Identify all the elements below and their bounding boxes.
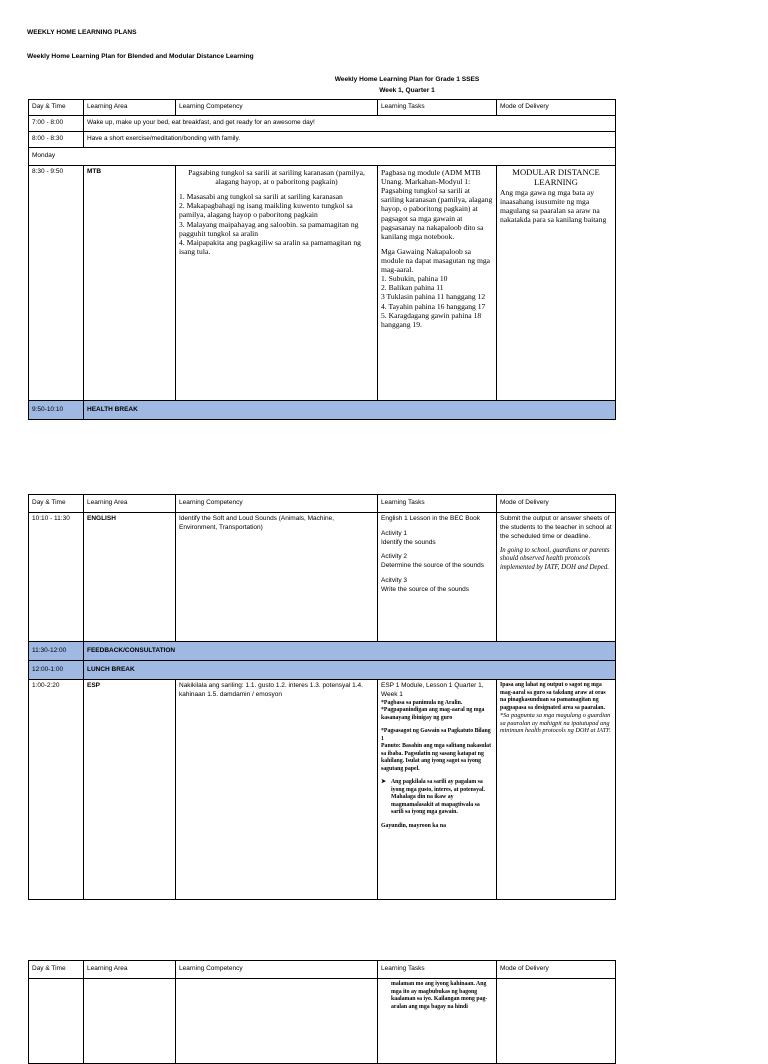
break-row: [29, 661, 616, 680]
mode-cell: [497, 513, 616, 642]
competency-item: 4. Maipapakita ang pagkagiliw sa aralin sa pamamagitan ng isang tula.: [179, 237, 361, 256]
table-row: [29, 680, 616, 900]
mode-title: MODULAR DISTANCE LEARNING: [512, 167, 600, 187]
plan-table-2: [28, 494, 616, 900]
plan-title: Weekly Home Learning Plan for Grade 1 SSES: [334, 76, 480, 83]
time-cell: 10:10 - 11:30: [29, 513, 84, 642]
table-row: [29, 513, 616, 642]
header-cell: Day & Time: [29, 100, 84, 116]
mode-text: Ang mga gawa ng mga bata ay inaasahang isusumite ng mga magulang sa paaralan sa araw na nakatakda para sa kanilang baitang: [500, 187, 607, 225]
header-cell: Learning Area: [84, 495, 176, 513]
header-cell: Learning Competency: [176, 495, 378, 513]
tasks-cell: [378, 680, 497, 900]
task-item: English 1 Lesson in the BEC Book: [381, 515, 481, 522]
task-bullet: ➤ Ang pagkilala sa sarili ay pagalam sa iyong mga gusto, interes, at potensyal. Mahalaga din na ikaw ay magmamalasakit at mapagtiwala sa sarili sa iyong mga gawain.: [381, 779, 493, 817]
time-cell: 12:00-1:00: [29, 661, 84, 680]
mode-note: *Sa pagpunta sa mga magulang o guardian sa paaralan ay mahigpit na ipatutupad ang minimum health protocols ng DOH at IATF.: [500, 712, 611, 735]
header-row: [29, 495, 616, 513]
page-title: WEEKLY HOME LEARNING PLANS: [27, 29, 137, 36]
tasks-cell: [378, 979, 497, 1064]
mode-cell: [497, 680, 616, 900]
time-cell: 7:00 - 8:00: [29, 116, 84, 132]
break-row: [29, 642, 616, 661]
competency-cell: [176, 979, 378, 1064]
task-item: 1. Subukin, pahina 10: [381, 274, 448, 284]
task-item: 2. Balikan pahina 11: [381, 283, 444, 293]
table-row: [29, 166, 616, 401]
time-cell: 1:00-2:20: [29, 680, 84, 900]
tasks-intro: Pagbasa ng module (ADM MTB Unang. Markahan-Modyul 1: Pagsabing tungkol sa sarili at sariling karanasan (pamilya, alagang hayop, o paboritong pagkain) at pagsagot sa mga gawain at pagsasanay na nakapaloob dito sa kanilang mga notebook.: [381, 168, 493, 241]
activity-cell: Have a short exercise/meditation/bonding with family.: [84, 132, 616, 148]
time-cell: 8:00 - 8:30: [29, 132, 84, 148]
page-subtitle: Weekly Home Learning Plan for Blended and Modular Distance Learning: [27, 53, 254, 60]
break-label: HEALTH BREAK: [84, 401, 616, 420]
task-item: *Pagsasagot ng Gawain sa Pagkatuto Bilang 1: [381, 728, 491, 742]
time-cell: 11:30-12:00: [29, 642, 84, 661]
header-cell: Learning Tasks: [378, 961, 497, 979]
task-item: 5. Karagdagang gawin pahina 18 hanggang 19.: [381, 310, 482, 329]
header-cell: Learning Competency: [176, 100, 378, 116]
task-item: *Pagbasa sa panimula ng Aralin.: [381, 699, 463, 706]
task-item: *Pagpapanindigan ang mag-aaral ng mga kasanayang ibinigay ng guro: [381, 707, 485, 721]
header-cell: Mode of Delivery: [497, 495, 616, 513]
task-item: malaman mo ang iyong kahinaan. Ang mga ito ay magbubukas ng bagong kaalaman sa iyo. Kailangan mong pag-aralan ang mga bagay na hindi: [391, 981, 488, 1010]
competency-cell: Nakikilala ang sariling: 1.1. gusto 1.2. interes 1.3. potensyal 1.4. kahinaan 1.5. damdamin / emosyon: [176, 680, 378, 900]
task-item: 4. Tayahin pahina 16 hanggang 17: [381, 301, 486, 311]
area-cell: [84, 979, 176, 1064]
competency-item: 1. Masasabi ang tungkol sa sarili at sariling karanasan: [179, 192, 343, 202]
plan-table-1: [28, 99, 616, 420]
task-item: Panuto: Basahin ang mga salitang nakasulat sa ibaba. Pagsulatin ng sasang katapat ng kahilang. Isulat ang iyong sagot sa iyong sagutang papel.: [381, 743, 492, 772]
break-row: [29, 401, 616, 420]
week-label: Week 1, Quarter 1: [379, 87, 435, 94]
task-item: Write the source of the sounds: [381, 585, 470, 593]
header-cell: Learning Tasks: [378, 100, 497, 116]
table-row: [29, 979, 616, 1064]
competency-item: 3. Malayang maipahayag ang saloobin. sa pamamagitan ng pagguhit tungkol sa aralin: [179, 219, 359, 238]
mode-cell: [497, 979, 616, 1064]
break-label: FEEDBACK/CONSULTATION: [84, 642, 616, 661]
time-cell: [29, 979, 84, 1064]
header-cell: Day & Time: [29, 961, 84, 979]
mode-note: In going to school, guardians or parents should observed health protocols implemented by IATF, DOH and Deped.: [500, 547, 610, 571]
task-item: Activity 1: [381, 529, 408, 537]
competency-title: Pagsabing tungkol sa sarili at sariling karanasan (pamilya, alagang hayop, at o paboritong pagkain): [188, 168, 365, 187]
header-cell: Learning Area: [84, 961, 176, 979]
competency-cell: Identify the Soft and Loud Sounds (Animals, Machine, Environment, Transportation): [176, 513, 378, 642]
day-cell: Monday: [29, 148, 616, 166]
mode-text: Submit the output or answer sheets of the students to the teacher in school at the scheduled time or deadline.: [500, 515, 612, 540]
task-item: Gayundin, mayroon ka na: [381, 822, 446, 829]
competency-cell: [176, 166, 378, 401]
time-cell: 9:50-10:10: [29, 401, 84, 420]
table-row: [29, 132, 616, 148]
header-cell: Learning Area: [84, 100, 176, 116]
activity-cell: Wake up, make up your bed, eat breakfast, and get ready for an awesome day!: [84, 116, 616, 132]
task-item: ESP 1 Module, Lesson 1 Quarter 1, Week 1: [381, 682, 484, 698]
mode-cell: [497, 166, 616, 401]
tasks-cell: [378, 513, 497, 642]
header-row: [29, 961, 616, 979]
task-item: 3 Tuklasin pahina 11 hanggang 12: [381, 292, 486, 302]
header-cell: Day & Time: [29, 495, 84, 513]
area-cell: ENGLISH: [84, 513, 176, 642]
header-cell: Mode of Delivery: [497, 100, 616, 116]
day-row: [29, 148, 616, 166]
task-item: Identify the sounds: [381, 538, 436, 546]
header-cell: Mode of Delivery: [497, 961, 616, 979]
task-item: Acitvity 3: [381, 576, 408, 584]
time-cell: 8:30 - 9:50: [29, 166, 84, 401]
header-cell: Learning Competency: [176, 961, 378, 979]
mode-text: Ipasa ang lahat ng output o sagot ng mga mag-aaral sa guro sa takdang araw at oras na pinagkasunduan sa pamamagitan ng pagpapasa sa designated area sa paaralan.: [500, 682, 606, 711]
tasks-cell: [378, 166, 497, 401]
plan-table-3: [28, 960, 616, 1064]
table-row: [29, 116, 616, 132]
tasks-sub: Mga Gawaing Nakapaloob sa module na dapat masagutan ng mga mag-aaral.: [381, 246, 491, 275]
header-row: [29, 100, 616, 116]
area-cell: ESP: [84, 680, 176, 900]
competency-item: 2. Makapagbahagi ng isang maikling kuwento tungkol sa pamilya, alagang hayop o paboritong pagkain: [179, 201, 353, 220]
task-item: Activity 2: [381, 553, 408, 561]
area-cell: MTB: [84, 166, 176, 401]
header-cell: Learning Tasks: [378, 495, 497, 513]
task-item: Determine the source of the sounds: [381, 562, 484, 570]
break-label: LUNCH BREAK: [84, 661, 616, 680]
